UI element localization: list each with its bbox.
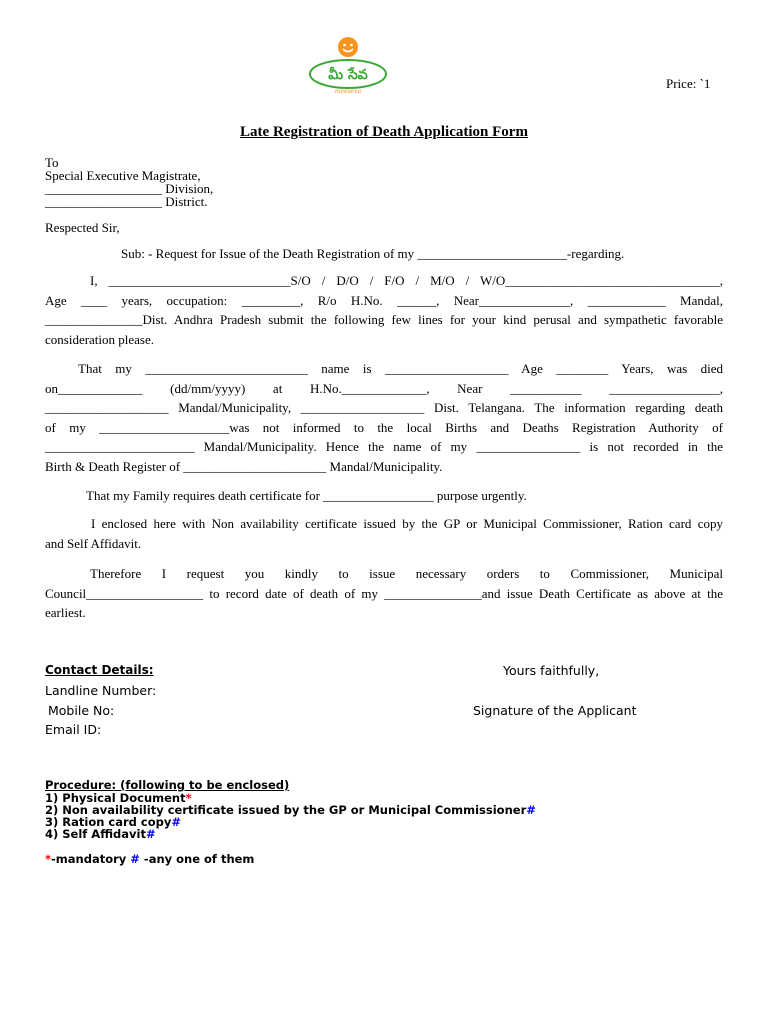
declaration-line-2: Age ____ years, occupation: _________, R/o H.No. ______, Near______________, ____________ Mandal, (45, 292, 723, 308)
death-details-line-2: on_____________ (dd/mm/yyyy) at H.No._____________, Near ___________ _________________, (45, 380, 723, 396)
landline-label: Landline Number: (45, 683, 157, 698)
logo-sun-icon (338, 37, 358, 57)
death-details-line-1: That my _________________________ name is ___________________ Age ________ Years, was died (78, 361, 723, 376)
mandatory-mark: * (45, 852, 52, 866)
price-label: Price: `1 (666, 76, 711, 91)
request-paragraph (45, 564, 723, 623)
signature-label: Signature of the Applicant (473, 703, 637, 718)
logo-graphic (306, 34, 390, 96)
enclosure-line-1: I enclosed here with Non availability certificate issued by the GP or Municipal Commissioner, Ration card copy (91, 516, 723, 531)
optional-mark: # (145, 827, 156, 841)
procedure-item-text: 3) Ration card copy (45, 815, 172, 829)
death-details-paragraph (45, 359, 723, 476)
enclosure-paragraph (45, 514, 723, 553)
procedure-item-text: 2) Non availability certificate issued by the GP or Municipal Commissioner (45, 803, 527, 817)
address-to: To (45, 155, 59, 170)
declaration-line-1: I, ____________________________S/O / D/O / F/O / M/O / W/O_________________________________, (90, 273, 723, 288)
request-line-3: earliest. (45, 605, 86, 620)
address-district: __________________ District. (45, 194, 208, 209)
certificate-purpose-line: That my Family requires death certificate for _________________ purpose urgently. (86, 488, 527, 503)
procedure-item-text: 1) Physical Document (45, 791, 186, 805)
email-label: Email ID: (45, 722, 102, 737)
declaration-paragraph (45, 271, 723, 349)
optional-mark: # (171, 815, 181, 829)
death-details-line-5: _______________________ Mandal/Municipality. Hence the name of my ________________ is not recorded in the (45, 439, 723, 454)
request-line-2: Council__________________ to record date of death of my _______________and issue Death Certificate as above at the (45, 585, 723, 601)
optional-mark: # (130, 852, 140, 866)
address-recipient: Special Executive Magistrate, (45, 168, 201, 183)
declaration-line-3: _______________Dist. Andhra Pradesh submit the following few lines for your kind perusal and sympathetic favorable (45, 312, 723, 327)
request-line-1: Therefore I request you kindly to issue necessary orders to Commissioner, Municipal (90, 566, 723, 581)
optional-legend-text: -any one of them (139, 852, 255, 866)
logo-text: మీ సేవ (328, 67, 368, 83)
procedure-item-text: 4) Self Affidavit (45, 827, 146, 841)
address-division: __________________ Division, (45, 181, 214, 196)
enclosure-line-2: and Self Affidavit. (45, 535, 142, 551)
contact-heading: Contact Details: (45, 663, 154, 677)
declaration-line-4: consideration please. (45, 331, 155, 347)
optional-mark: # (526, 803, 536, 817)
procedure-item-4 (45, 827, 156, 841)
closing-yours-faithfully: Yours faithfully, (503, 663, 600, 678)
death-details-line-3: ___________________ Mandal/Municipality, ___________________ Dist. Telangana. The information regarding death (45, 400, 723, 415)
mobile-label: Mobile No: (48, 703, 115, 718)
meeseva-logo (306, 34, 390, 96)
greeting: Respected Sir, (45, 220, 120, 235)
procedure-legend (45, 852, 254, 866)
form-title: Late Registration of Death Application Form (240, 124, 528, 140)
mandatory-mark: * (185, 791, 192, 805)
subject-line: Sub: - Request for Issue of the Death Registration of my _______________________-regarding. (121, 246, 625, 261)
death-details-line-6: Birth & Death Register of ______________________ Mandal/Municipality. (45, 458, 443, 474)
death-details-line-4: of my ____________________was not informed to the local Births and Deaths Registration Authority of (45, 419, 723, 435)
logo-subtitle: meeseva (334, 88, 362, 95)
mandatory-legend-text: -mandatory (51, 852, 131, 866)
procedure-heading: Procedure: (following to be enclosed) (45, 778, 290, 792)
